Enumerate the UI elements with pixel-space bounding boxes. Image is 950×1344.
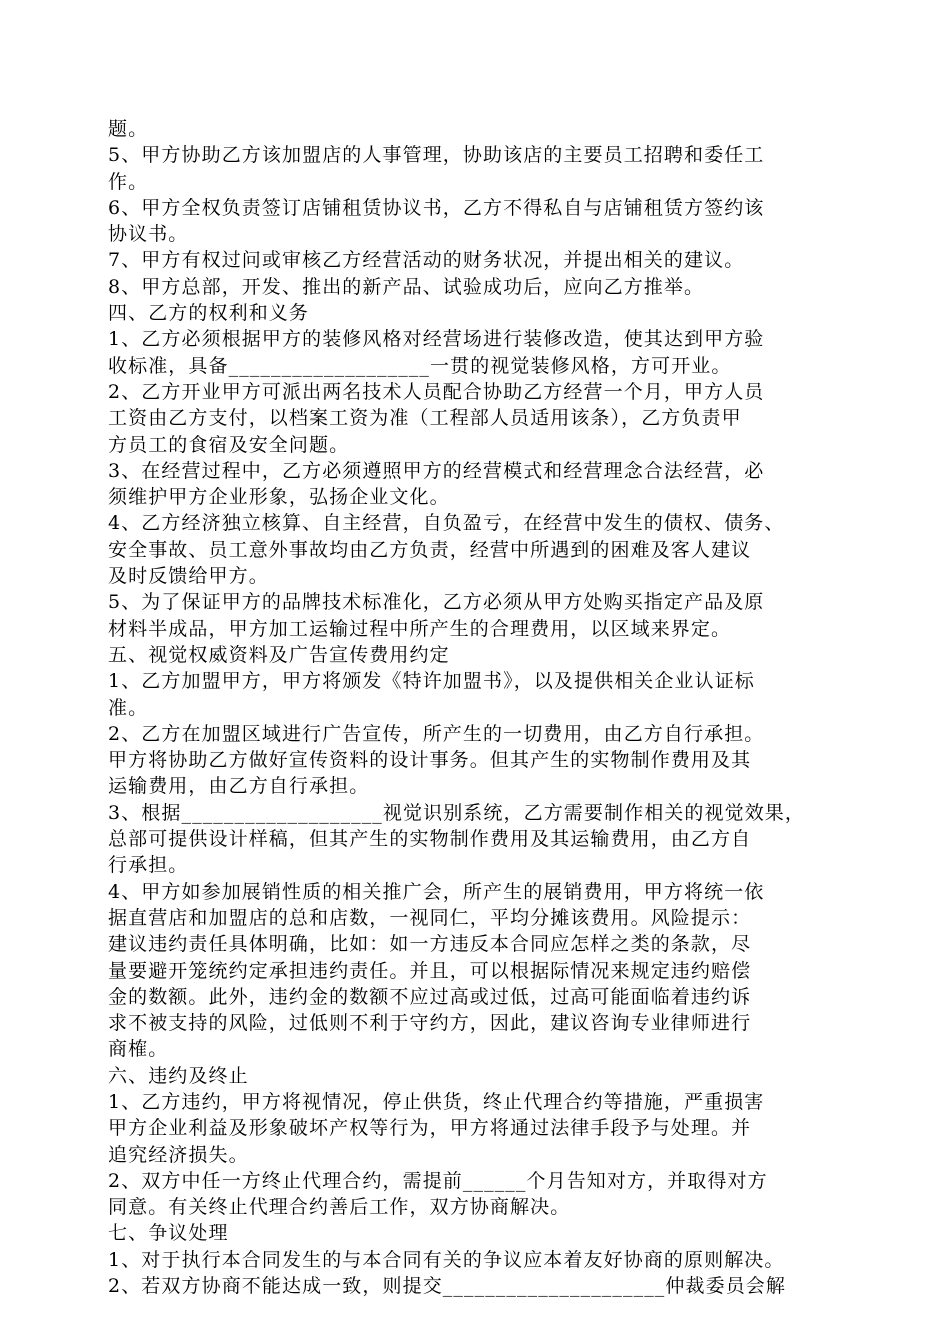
text-line: 追究经济损失。 xyxy=(108,1143,249,1166)
text-line: 1、乙方必须根据甲方的装修风格对经营场进行装修改造，使其达到甲方验 xyxy=(108,328,765,351)
text-line: 5、为了保证甲方的品牌技术标准化，乙方必须从甲方处购买指定产品及原 xyxy=(108,591,765,614)
text-line: 总部可提供设计样稿，但其产生的实物制作费用及其运输费用，由乙方自 xyxy=(108,828,752,851)
text-line: 量要避开笼统约定承担违约责任。并且，可以根据际情况来规定违约赔偿 xyxy=(108,959,752,982)
section-heading: 四、乙方的权利和义务 xyxy=(108,302,310,325)
text-line: 收标准，具备___________________一贯的视觉装修风格，方可开业。 xyxy=(108,354,732,377)
text-line: 金的数额。此外，违约金的数额不应过高或过低，过高可能面临着违约诉 xyxy=(108,985,752,1008)
text-line: 行承担。 xyxy=(108,854,189,877)
section-heading: 六、违约及终止 xyxy=(108,1064,249,1087)
text-line: 甲方将协助乙方做好宣传资料的设计事务。但其产生的实物制作费用及其 xyxy=(108,749,752,772)
text-line: 运输费用，由乙方自行承担。 xyxy=(108,775,370,798)
text-line: 据直营店和加盟店的总和店数，一视同仁，平均分摊该费用。风险提示： xyxy=(108,906,752,929)
document-body xyxy=(108,116,848,1299)
text-line: 方员工的食宿及安全问题。 xyxy=(108,433,350,456)
text-line: 准。 xyxy=(108,696,149,719)
text-line: 题。 xyxy=(108,118,149,140)
text-line: 同意。有关终止代理合约善后工作，双方协商解决。 xyxy=(108,1196,571,1219)
text-line: 5、甲方协助乙方该加盟店的人事管理，协助该店的主要员工招聘和委任工 xyxy=(108,144,765,167)
text-line: 甲方企业利益及形象破坏产权等行为，甲方将通过法律手段予与处理。并 xyxy=(108,1117,752,1140)
text-line: 1、乙方违约，甲方将视情况，停止供货，终止代理合约等措施，严重损害 xyxy=(108,1090,765,1113)
text-line: 商榷。 xyxy=(108,1038,169,1061)
text-line: 建议违约责任具体明确，比如：如一方违反本合同应怎样之类的条款，尽 xyxy=(108,933,752,956)
text-line: 及时反馈给甲方。 xyxy=(108,565,269,588)
text-line: 6、甲方全权负责签订店铺租赁协议书，乙方不得私自与店铺租赁方签约该 xyxy=(108,196,765,219)
section-heading: 七、争议处理 xyxy=(108,1222,229,1245)
text-line: 2、若双方协商不能达成一致，则提交_____________________仲裁委员会解 xyxy=(108,1275,786,1298)
text-line: 须维护甲方企业形象，弘扬企业文化。 xyxy=(108,486,450,509)
text-line: 2、乙方在加盟区域进行广告宣传，所产生的一切费用，由乙方自行承担。 xyxy=(108,722,765,745)
text-line: 求不被支持的风险，过低则不利于守约方，因此，建议咨询专业律师进行 xyxy=(108,1012,752,1035)
text-line: 4、甲方如参加展销性质的相关推广会，所产生的展销费用，甲方将统一依 xyxy=(108,880,765,903)
text-line: 工资由乙方支付，以档案工资为准（工程部人员适用该条），乙方负责甲 xyxy=(108,407,742,430)
text-line: 安全事故、员工意外事故均由乙方负责，经营中所遇到的困难及客人建议 xyxy=(108,538,752,561)
text-line: 1、对于执行本合同发生的与本合同有关的争议应本着友好协商的原则解决。 xyxy=(108,1248,785,1271)
text-line: 7、甲方有权过问或审核乙方经营活动的财务状况，并提出相关的建议。 xyxy=(108,249,745,272)
text-line: 3、在经营过程中，乙方必须遵照甲方的经营模式和经营理念合法经营，必 xyxy=(108,459,765,482)
text-line: 2、双方中任一方终止代理合约，需提前______个月告知对方，并取得对方 xyxy=(108,1169,768,1192)
text-line: 作。 xyxy=(108,170,149,193)
text-line: 4、乙方经济独立核算、自主经营，自负盈亏，在经营中发生的债权、债务、 xyxy=(108,512,785,535)
text-line: 2、乙方开业甲方可派出两名技术人员配合协助乙方经营一个月，甲方人员 xyxy=(108,380,765,403)
text-line: 协议书。 xyxy=(108,223,189,246)
text-line: 材料半成品，甲方加工运输过程中所产生的合理费用，以区域来界定。 xyxy=(108,617,732,640)
text-line: 3、根据___________________视觉识别系统，乙方需要制作相关的视觉效果， xyxy=(108,801,805,824)
text-line: 8、甲方总部，开发、推出的新产品、试验成功后，应向乙方推举。 xyxy=(108,275,705,298)
section-heading: 五、视觉权威资料及广告宣传费用约定 xyxy=(108,643,450,666)
text-line: 1、乙方加盟甲方，甲方将颁发《特许加盟书》，以及提供相关企业认证标 xyxy=(108,670,755,693)
